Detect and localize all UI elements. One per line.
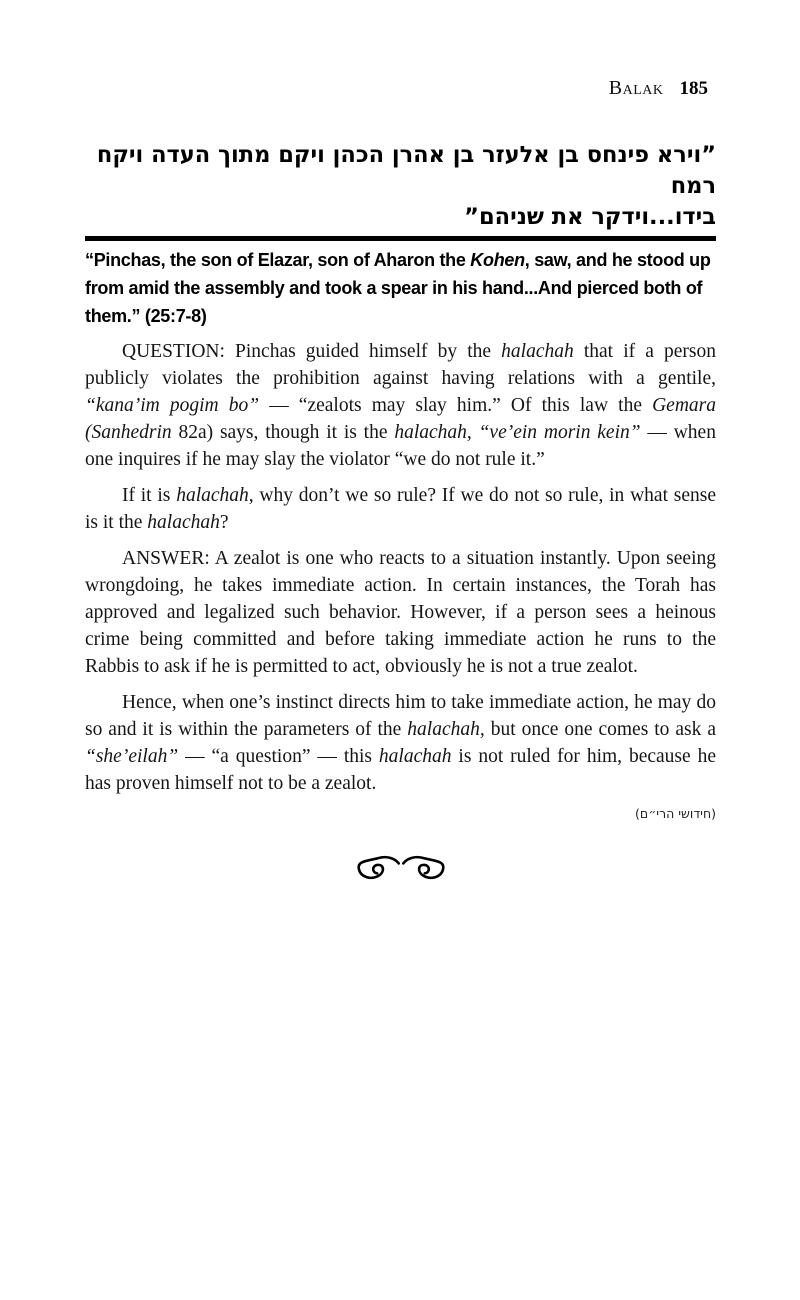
- hebrew-verse: [85, 140, 716, 233]
- hebrew-verse-line-2: בידו...וידקר את שניהם”: [464, 204, 716, 230]
- body-paragraph: Hence, when one’s instinct directs him to take immediate action, he may do so and it is within the parameters of the halachah, but once one comes to ask a “she’eilah” — “a question” — this halachah is not ruled for him, because he has proven himself not to be a zealot.: [85, 692, 717, 794]
- running-head-title: Balak: [608, 77, 664, 99]
- section-end-ornament: [85, 852, 716, 889]
- body-paragraph: ANSWER: A zealot is one who reacts to a situation instantly. Upon seeing wrongdoing, he takes immediate action. In certain instances, the Torah has approved and legalized such behavior. However, if a person sees a heinous crime being committed and before taking immediate action he runs to the Rabbis to ask if he is permitted to act, obviously he is not a true zealot.: [85, 548, 716, 677]
- body-paragraph: If it is halachah, why don’t we so rule? If we do not so rule, in what sense is it the halachah?: [85, 485, 716, 533]
- fleuron-icon: [355, 852, 447, 884]
- commentary-body: [85, 338, 716, 797]
- page-content: [85, 0, 716, 889]
- source-attribution: (חידושי הרי״ם): [635, 806, 716, 821]
- body-paragraph: QUESTION: Pinchas guided himself by the halachah that if a person publicly violates the prohibition against having relations with a gentile, “kana’im pogim bo” — “zealots may slay him.” Of this law the Gemara (Sanhedrin 82a) says, though it is the halachah, “ve’ein morin kein” — when one inquires if he may slay the violator “we do not rule it.”: [85, 341, 717, 470]
- page-header: [85, 78, 716, 100]
- divider-rule: [85, 236, 716, 241]
- hebrew-verse-line-1: ”וירא פינחס בן אלעזר בן אהרן הכהן ויקם מתוך העדה ויקח רמח: [96, 142, 716, 199]
- verse-translation: “Pinchas, the son of Elazar, son of Aharon the Kohen, saw, and he stood up from amid the assembly and took a spear in his hand...And pierced both of them.” (25:7-8): [85, 250, 711, 326]
- page-number: 185: [679, 78, 708, 99]
